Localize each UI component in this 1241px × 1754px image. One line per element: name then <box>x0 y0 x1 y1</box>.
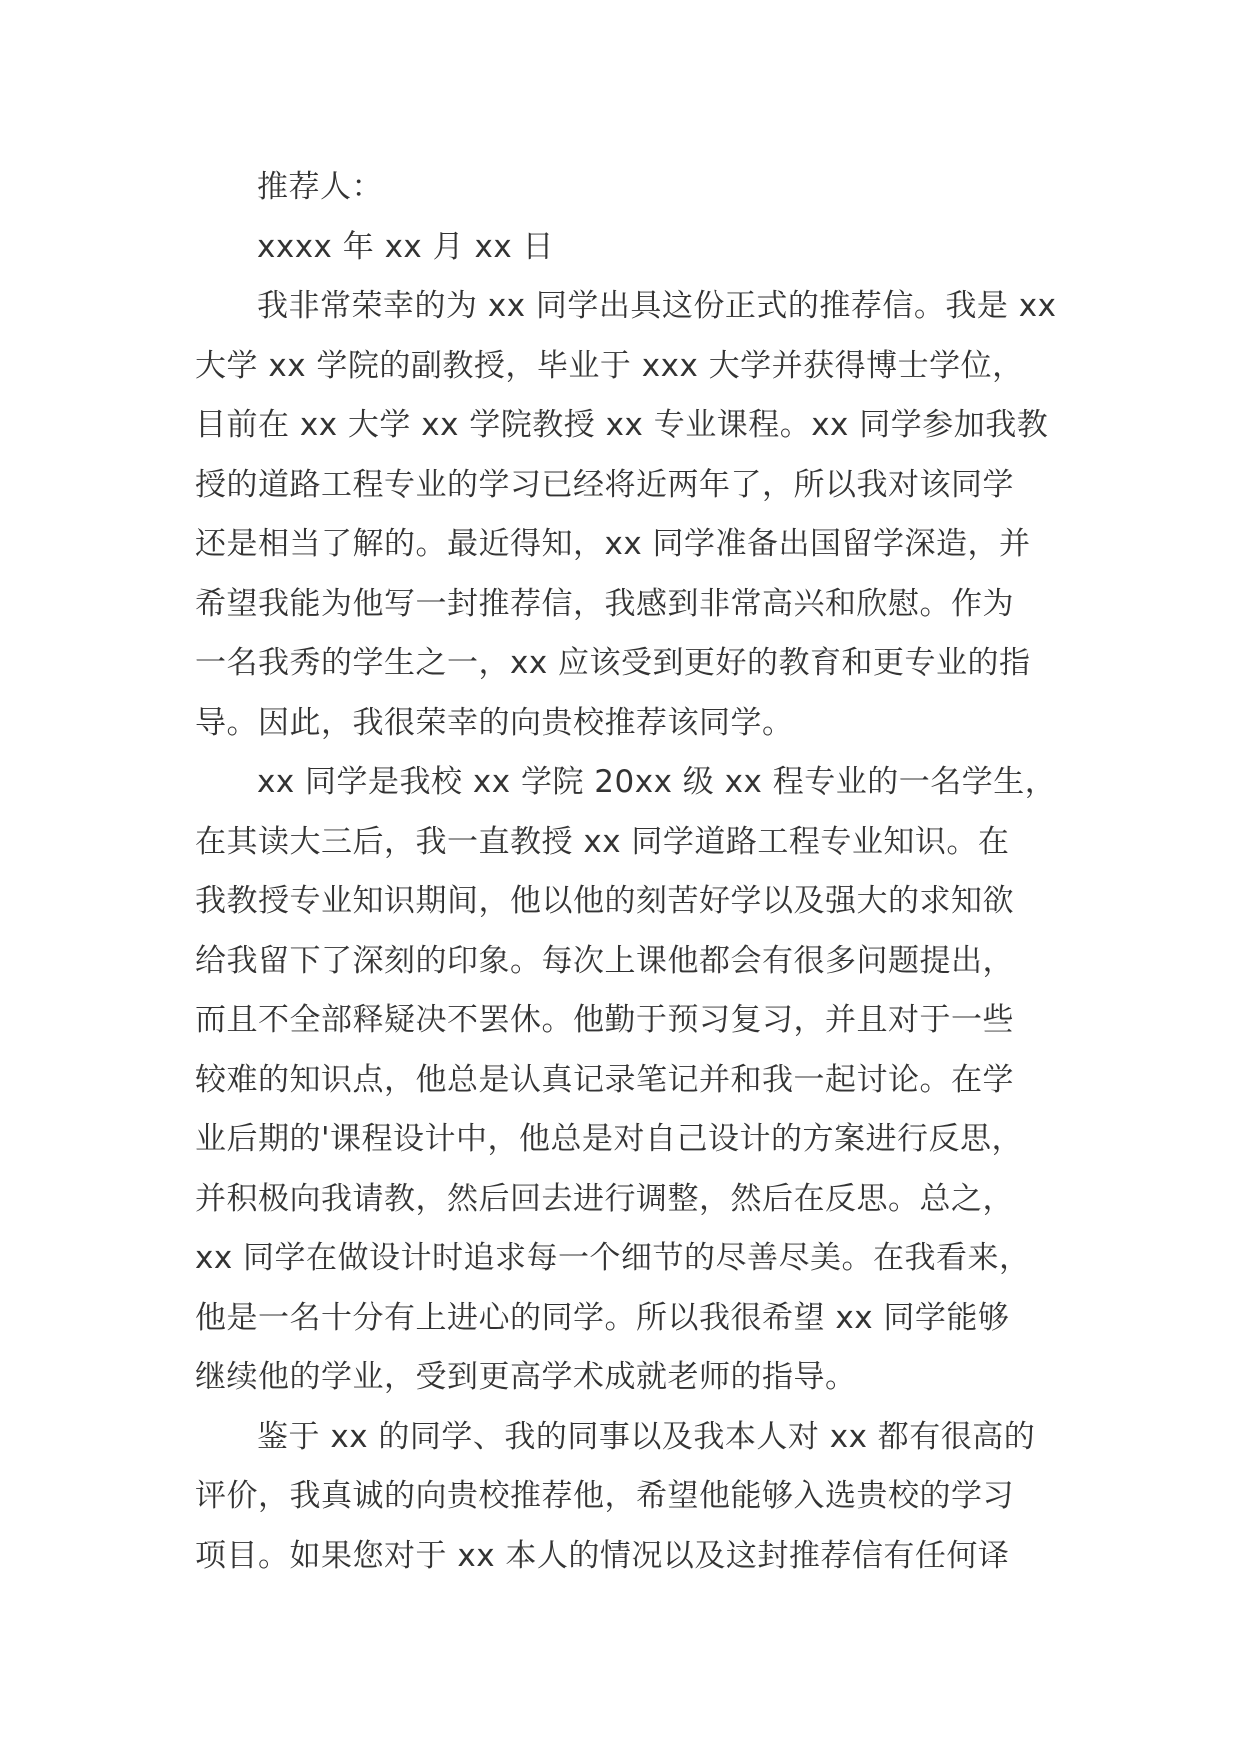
text-line: 继续他的学业，受到更高学术成就老师的指导。 <box>195 1359 857 1395</box>
text-line: 较难的知识点，他总是认真记录笔记并和我一起讨论。在学 <box>195 1061 1014 1098</box>
text-line: 项目。如果您对于 xx 本人的情况以及这封推荐信有任何译 <box>195 1537 1010 1574</box>
text-line: 一名我秀的学生之一，xx 应该受到更好的教育和更专业的指 <box>195 645 1031 681</box>
paragraph-2 <box>195 753 1057 1408</box>
text-line: 给我留下了深刻的印象。每次上课他都会有很多问题提出， <box>195 942 1014 979</box>
text-line: 导。因此，我很荣幸的向贵校推荐该同学。 <box>195 704 794 741</box>
text-line: 业后期的'课程设计中，他总是对自己设计的方案进行反思， <box>195 1121 1024 1157</box>
text-line: xx 同学在做设计时追求每一个细节的尽善尽美。在我看来， <box>195 1240 1031 1276</box>
paragraph-3 <box>195 1408 1052 1587</box>
recommender-label: 推荐人： <box>257 169 383 205</box>
letter-date: xxxx 年 xx 月 xx 日 <box>257 228 555 265</box>
text-line: 在其读大三后，我一直教授 xx 同学道路工程专业知识。在 <box>195 823 1010 860</box>
text-line: 授的道路工程专业的学习已经将近两年了，所以我对该同学 <box>195 466 1014 503</box>
text-line: 鉴于 xx 的同学、我的同事以及我本人对 xx 都有很高的 <box>257 1418 1036 1455</box>
text-line: 而且不全部释疑决不罢休。他勤于预习复习，并且对于一些 <box>195 1002 1014 1038</box>
text-line: 还是相当了解的。最近得知，xx 同学准备出国留学深造，并 <box>195 526 1031 562</box>
text-line: 并积极向我请教，然后回去进行调整，然后在反思。总之， <box>195 1180 1014 1217</box>
text-line: 我教授专业知识期间，他以他的刻苦好学以及强大的求知欲 <box>195 883 1014 919</box>
text-line: 他是一名十分有上进心的同学。所以我很希望 xx 同学能够 <box>195 1299 1010 1336</box>
text-line: 评价，我真诚的向贵校推荐他，希望他能够入选贵校的学习 <box>195 1478 1014 1514</box>
paragraph-1 <box>195 277 1057 753</box>
text-line: 大学 xx 学院的副教授，毕业于 xxx 大学并获得博士学位， <box>195 347 1024 384</box>
text-line: 目前在 xx 大学 xx 学院教授 xx 专业课程。xx 同学参加我教 <box>195 407 1049 443</box>
text-line: xx 同学是我校 xx 学院 20xx 级 xx 程专业的一名学生， <box>257 764 1057 800</box>
text-line: 我非常荣幸的为 xx 同学出具这份正式的推荐信。我是 xx <box>257 288 1057 324</box>
text-line: 希望我能为他写一封推荐信，我感到非常高兴和欣慰。作为 <box>195 585 1014 622</box>
letter-body <box>195 158 1057 1586</box>
